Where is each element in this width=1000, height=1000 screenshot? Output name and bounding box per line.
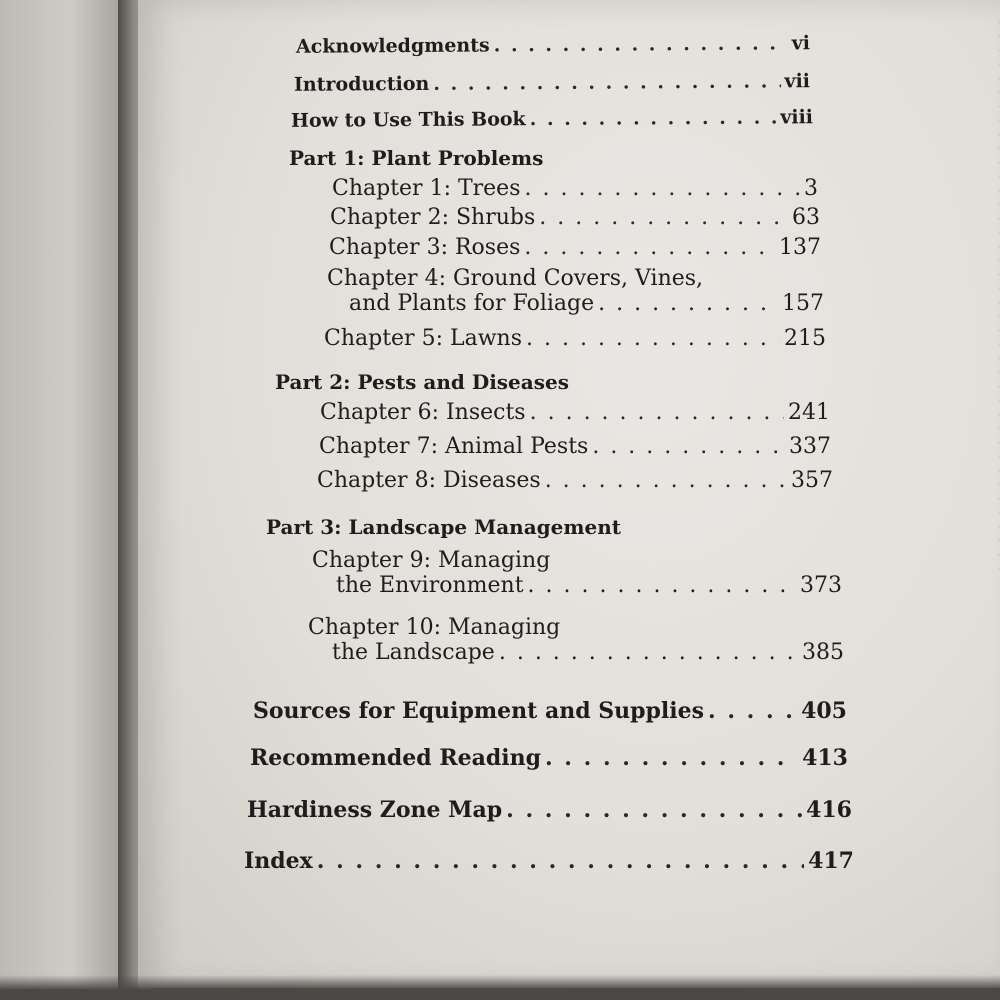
toc-entry-label: Chapter 4: Ground Covers, Vines, [327,266,704,291]
leader-dots [525,176,801,201]
leader-dots [545,745,798,771]
toc-entry-index [244,848,854,874]
toc-entry-label-continued: the Environment [336,573,524,598]
toc-entry-chapter-3 [329,235,821,260]
page-number: vii [784,70,811,93]
toc-entry-how-to-use [291,106,813,132]
toc-entry-label: How to Use This Book [290,108,526,132]
toc-entry-label: Chapter 1: Trees [332,176,521,201]
leader-dots [524,235,775,260]
page-number: 373 [800,573,842,598]
toc-entry-recommended-reading [250,745,848,771]
leader-dots [530,400,784,425]
leader-dots [545,468,787,493]
leader-dots [592,434,785,459]
page-number: 417 [808,848,854,874]
leader-dots [494,32,788,56]
part-3-heading: Part 3: Landscape Management [266,515,622,539]
toc-entry-label: Chapter 9: Managing [312,548,551,573]
page-number: 241 [788,400,830,425]
toc-entry-label: Chapter 2: Shrubs [330,205,536,230]
toc-entry-introduction [294,70,810,96]
leader-dots [528,573,796,598]
toc-entry-label: Hardiness Zone Map [247,797,503,823]
part-1-heading: Part 1: Plant Problems [289,146,544,170]
toc-entry-chapter-6 [320,400,830,425]
toc-entry-label: Introduction [293,72,430,96]
toc-entry-label: Chapter 8: Diseases [317,468,541,493]
page-number: 215 [784,326,826,351]
leader-dots [317,848,804,874]
page-number: 337 [789,434,831,459]
page-number: 63 [792,205,820,230]
page-number: vi [791,32,811,55]
page-number: 3 [804,176,818,201]
page-number: 413 [802,745,848,771]
leader-dots [506,797,802,823]
toc-entry-label: Acknowledgments [295,34,490,58]
toc-entry-label: Chapter 10: Managing [308,615,561,640]
toc-entry-label-continued: and Plants for Foliage [349,291,595,316]
leader-dots [526,326,780,351]
toc-entry-label: Index [244,848,313,874]
toc-entry-label: Chapter 3: Roses [329,235,521,260]
leader-dots [499,640,798,665]
toc-entry-chapter-9 [312,548,842,598]
part-2-heading: Part 2: Pests and Diseases [275,370,569,394]
toc-entry-sources [253,698,847,724]
leader-dots [530,106,777,130]
toc-entry-chapter-10 [308,615,844,665]
page-number: 137 [779,235,821,260]
toc-entry-label-continued: the Landscape [332,640,495,665]
page-number: viii [780,106,814,129]
leader-dots [539,205,788,230]
leader-dots [708,698,797,724]
toc-entry-acknowledgments [296,32,810,58]
leader-dots [433,70,780,94]
toc-entry-chapter-8 [317,468,833,493]
toc-entry-chapter-7 [319,434,831,459]
toc-entry-chapter-5 [324,326,826,351]
toc-entry-label: Chapter 7: Animal Pests [319,434,589,459]
page-number: 405 [801,698,847,724]
toc-entry-label: Recommended Reading [250,745,541,771]
toc-entry-label: Chapter 6: Insects [320,400,526,425]
page-number: 157 [782,291,824,316]
page-number: 357 [791,468,833,493]
page-number: 385 [802,640,844,665]
page-number: 416 [806,797,852,823]
toc-entry-hardiness-map [247,797,852,823]
toc-entry-chapter-1 [332,176,818,201]
toc-entry-chapter-2 [330,205,820,230]
toc-entry-label: Chapter 5: Lawns [324,326,522,351]
leader-dots [598,291,778,316]
toc-entry-chapter-4 [327,266,824,316]
toc-entry-label: Sources for Equipment and Supplies [253,698,704,724]
